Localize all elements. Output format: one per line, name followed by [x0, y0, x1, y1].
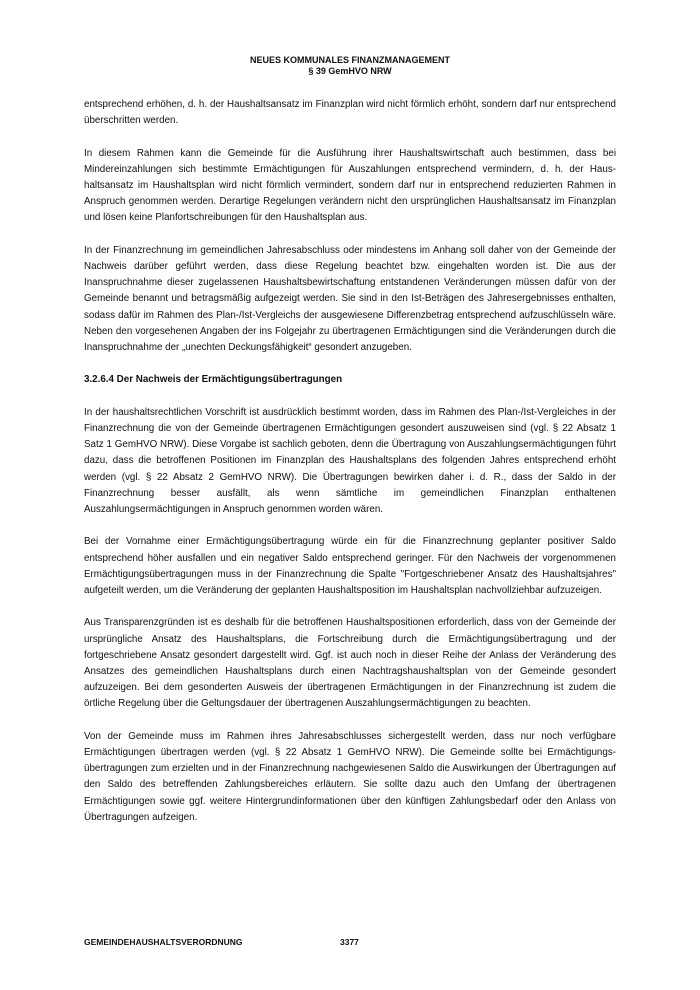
document-body	[84, 97, 616, 842]
footer-title: GEMEINDEHAUSHALTSVERORDNUNG	[84, 937, 243, 947]
paragraph: In diesem Rahmen kann die Gemeinde für die Ausführung ihrer Haushaltswirtschaft auch bestimmen, dass bei Mindereinzahlungen sich bestimmte Ermächtigungen für Auszahlungen entsprechend vermindern, d. h. der Haushaltsansatz im Haushaltsplan wird nicht förmlich vermindert, sondern darf nur in entsprechend reduzierten Rahmen in Anspruch genommen werden. Derartige Regelungen verändern nicht den ursprünglichen Haushaltsansatz im Finanzplan und lösen keine Planfortschreibungen für den Haushaltsplan aus.	[84, 147, 616, 224]
header-title: NEUES KOMMUNALES FINANZMANAGEMENT	[250, 55, 450, 65]
paragraph: In der haushaltsrechtlichen Vorschrift ist ausdrücklich bestimmt worden, dass im Rahmen des Plan-/Ist-Vergleiches in der Finanzrechnung die von der Gemeinde übertragenen Ermächtigungen gesondert auszuweisen sind (vgl. § 22 Absatz 1 Satz 1 GemHVO NRW). Diese Vorgabe ist sachlich geboten, denn die Übertragung von Auszahlungsermächtigungen führt dazu, dass die betroffenen Positionen im Finanzplan des Haushaltsplans des folgenden Jahres entsprechend erhöht werden (vgl. § 22 Absatz 2 GemHVO NRW). Die Übertragungen bewirken daher i. d. R., dass der Saldo in der Finanzrechnung besser ausfällt, als wenn sämtliche im gemeindlichen Finanzplan enthaltenen Auszahlungsermächtigungen in Anspruch genommen worden wären.	[84, 406, 616, 516]
paragraph: Von der Gemeinde muss im Rahmen ihres Jahresabschlusses sichergestellt werden, dass nur noch verfügbare Ermächtigungen übertragen werden (vgl. § 22 Absatz 1 GemHVO NRW). Die Gemeinde sollte bei Ermächtigungsübertragungen zum erzielten und in der Finanzrechnung nachgewiesenen Saldo die Auswirkungen der Übertragungen auf den Saldo des betreffenden Zahlungsbereiches erläutern. Sie sollte dazu auch den Umfang der übertragenen Ermächtigungen sowie ggf. weitere Hintergrundinformationen über den künftigen Zahlungsbedarf oder den Anlass von Übertragungen aufzeigen.	[84, 730, 616, 823]
page-footer	[84, 937, 359, 947]
page-header	[0, 55, 700, 77]
paragraph: Bei der Vornahme einer Ermächtigungsübertragung würde ein für die Finanzrechnung geplanter positiver Saldo entsprechend höher ausfallen und ein negativer Saldo entsprechend geringer. Für den Nachweis der vorgenommenen Ermächtigungsübertragungen muss in der Finanzrechnung die Spalte "Fortgeschriebener Ansatz des Haushaltsjahres" aufgeteilt werden, um die Veränderung der geplanten Haushaltsposition im Haushaltsplan nachvollziehbar aufzuzeigen.	[84, 536, 616, 597]
page-number: 3377	[340, 937, 359, 947]
header-subtitle: § 39 GemHVO NRW	[308, 66, 392, 76]
section-heading: 3.2.6.4 Der Nachweis der Ermächtigungsübertragungen	[84, 374, 343, 386]
paragraph: In der Finanzrechnung im gemeindlichen Jahresabschluss oder mindestens im Anhang soll daher von der Gemeinde der Nachweis darüber geführt werden, dass diese Regelung beachtet bzw. eingehalten worden ist. Die aus der Inanspruchnahme dieser zugelassenen Haushaltsbewirtschaftung entstandenen Veränderungen müssen dafür von der Gemeinde benannt und betragsmäßig aufgezeigt werden. Sie sind in den Ist-Beträgen des Jahresergebnisses enthalten, sodass dafür im Rahmen des Plan-/Ist-Vergleichs der ausgewiesene Differenzbetrag entsprechend aufzuschlüsseln wäre. Neben den vorgesehenen Angaben der ins Folgejahr zu übertragenen Ermächtigungen sind die Veränderungen durch die Inanspruchnahme der „unechten Deckungsfähigkeit“ gesondert anzugeben.	[84, 244, 616, 354]
paragraph: Aus Transparenzgründen ist es deshalb für die betroffenen Haushaltspositionen erforderlich, dass von der Gemeinde der ursprüngliche Ansatz des Haushaltsplans, die Fortschreibung durch die Ermächtigungsübertragung und der fortgeschriebene Ansatz gesondert dargestellt wird. Ggf. ist auch noch in dieser Reihe der Anlass der Veränderung des Ansatzes des gemeindlichen Haushaltsplans durch einen Nachtragshaushaltsplan von der Gemeinde gesondert aufzuzeigen. Bei dem gesonderten Ausweis der übertragenen Ermächtigungen in der Finanzrechnung ist zudem die örtliche Regelung über die Geltungsdauer der übertragenen Auszahlungsermächtigungen zu beachten.	[84, 617, 616, 710]
paragraph: entsprechend erhöhen, d. h. der Haushaltsansatz im Finanzplan wird nicht förmlich erhöht, sondern darf nur entsprechend überschritten werden.	[84, 99, 616, 127]
